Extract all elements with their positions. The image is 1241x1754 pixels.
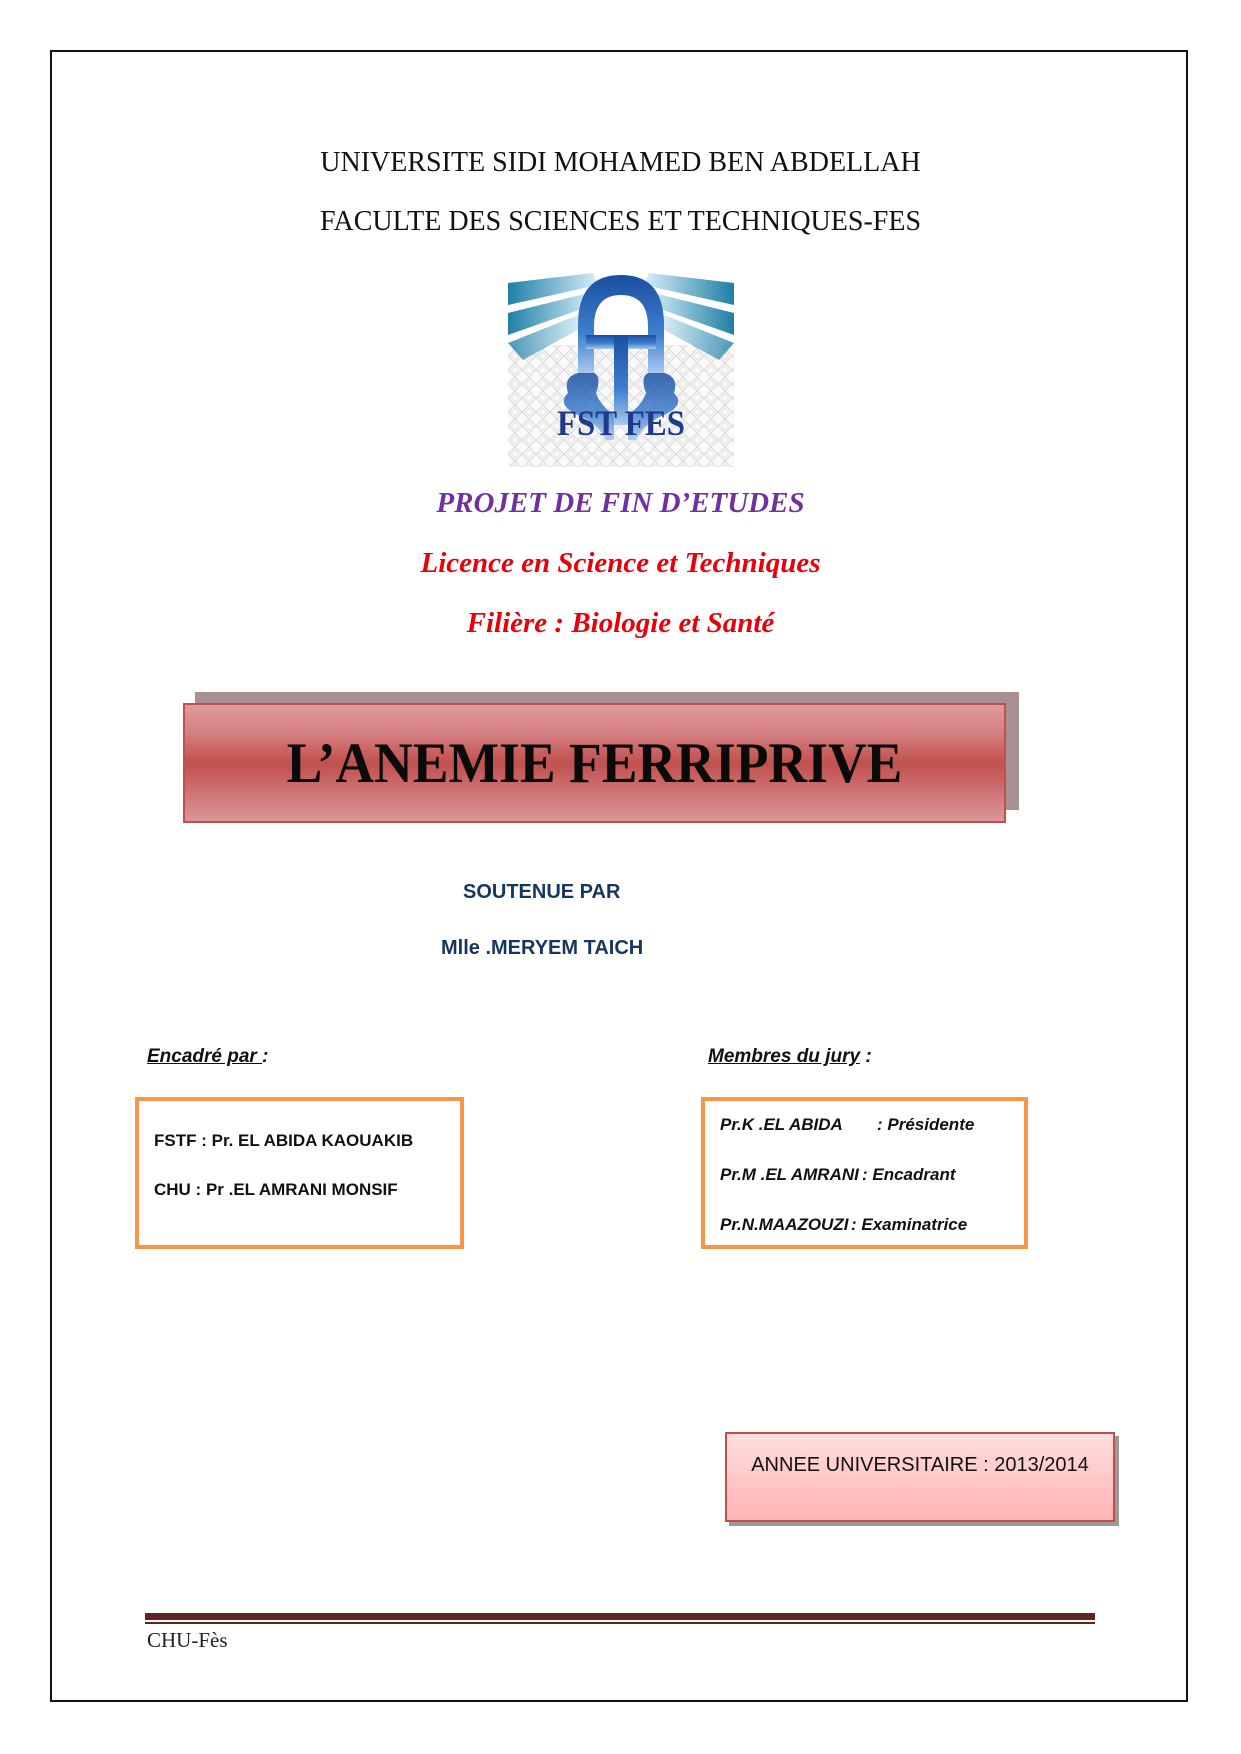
jury-heading-colon: :: [860, 1046, 872, 1067]
logo-text: FST FES: [557, 403, 685, 443]
supervisor-item: CHU : Pr .EL AMRANI MONSIF: [154, 1180, 398, 1199]
jury-member-name: Pr.M .EL AMRANI: [720, 1165, 859, 1184]
project-type: PROJET DE FIN D’ETUDES: [436, 487, 805, 519]
thesis-title: L’ANEMIE FERRIPRIVE: [286, 731, 903, 795]
faculty-name: FACULTE DES SCIENCES ET TECHNIQUES-FES: [319, 206, 922, 237]
degree-name: Licence en Science et Techniques: [420, 547, 821, 579]
field-name: Filière : Biologie et Santé: [466, 607, 775, 639]
footer-rule: [145, 1613, 1095, 1620]
supervisors-heading: [147, 1046, 268, 1068]
supervisors-box: [135, 1097, 464, 1249]
student-name: Mlle .MERYEM TAICH: [441, 937, 644, 959]
footer-text: CHU-Fès: [147, 1628, 228, 1652]
jury-heading-text: Membres du jury: [708, 1046, 861, 1067]
fst-fes-logo-icon: [508, 265, 734, 467]
jury-member-role: : Encadrant: [862, 1165, 956, 1184]
jury-member-name: Pr.N.MAAZOUZI: [720, 1215, 849, 1234]
title-banner: [183, 703, 1006, 823]
footer-rule-thin: [145, 1622, 1095, 1624]
jury-box: [701, 1097, 1028, 1249]
university-name: UNIVERSITE SIDI MOHAMED BEN ABDELLAH: [320, 147, 921, 178]
presented-by-label: SOUTENUE PAR: [463, 881, 621, 903]
jury-member-role: : Présidente: [877, 1115, 975, 1134]
supervisors-heading-colon: :: [262, 1046, 269, 1067]
supervisor-item: FSTF : Pr. EL ABIDA KAOUAKIB: [154, 1131, 414, 1150]
jury-member-role: : Examinatrice: [851, 1215, 968, 1234]
academic-year-box: [725, 1432, 1115, 1522]
jury-member-name: Pr.K .EL ABIDA: [720, 1115, 843, 1134]
supervisors-heading-text: Encadré par: [147, 1046, 263, 1067]
academic-year: ANNEE UNIVERSITAIRE : 2013/2014: [751, 1454, 1089, 1476]
jury-heading: [708, 1046, 872, 1068]
